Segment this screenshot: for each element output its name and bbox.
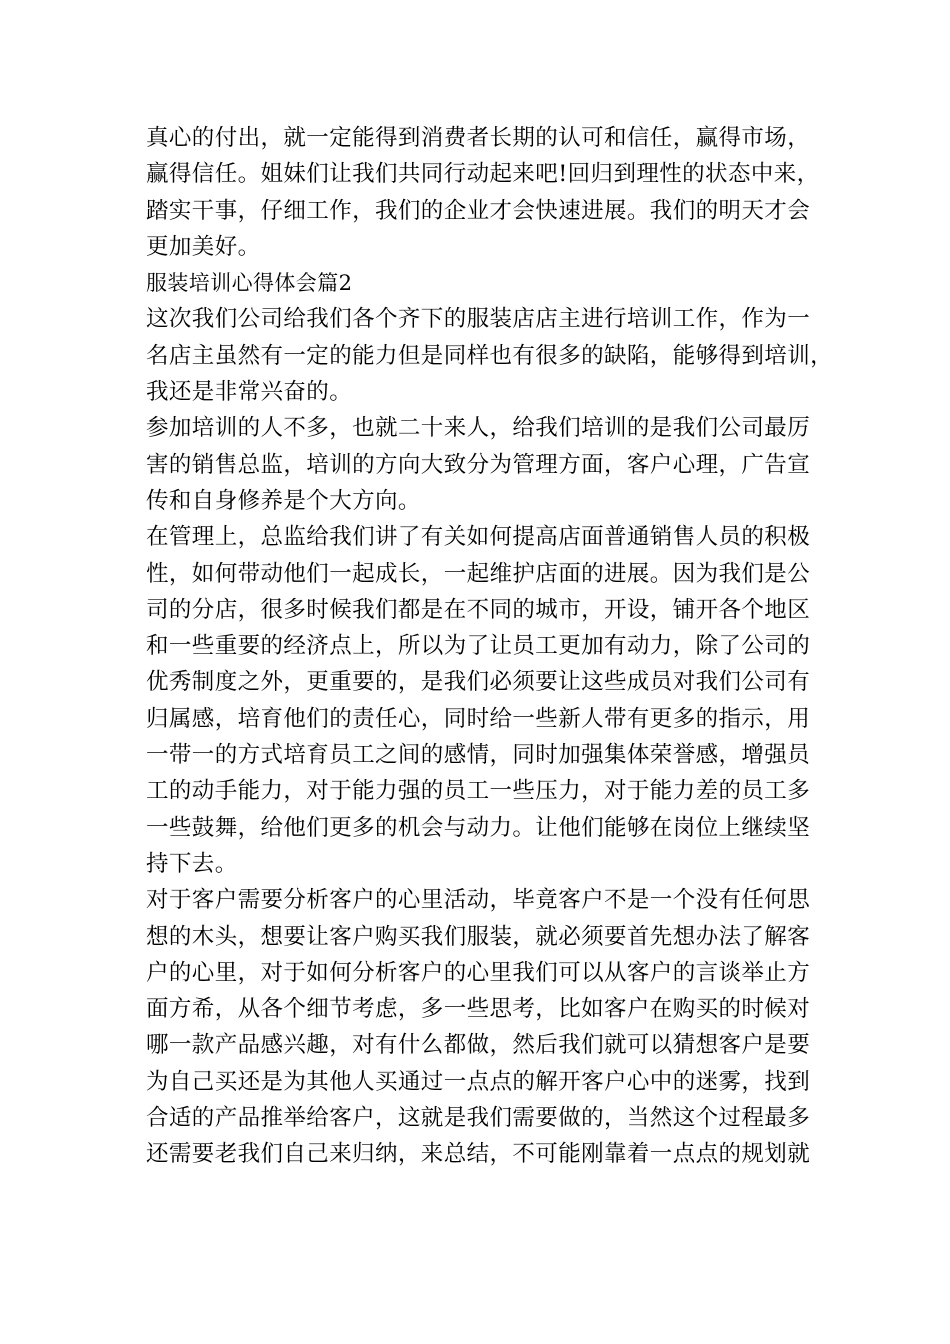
text-line: 还需要老我们自己来归纳，来总结，不可能刚靠着一点点的规划就 — [146, 1141, 811, 1168]
text-line: 想的木头，想要让客户购买我们服装，就必须要首先想办法了解客 — [146, 923, 811, 950]
text-line: 踏实干事，仔细工作，我们的企业才会快速进展。我们的明天才会 — [146, 197, 811, 224]
text-line: 面方希，从各个细节考虑，多一些思考，比如客户在购买的时候对 — [146, 996, 811, 1023]
text-line: 哪一款产品感兴趣，对有什么都做，然后我们就可以猜想客户是要 — [146, 1032, 811, 1059]
text-line: 这次我们公司给我们各个齐下的服装店店主进行培训工作，作为一 — [146, 306, 811, 333]
text-line: 归属感，培育他们的责任心，同时给一些新人带有更多的指示，用 — [146, 705, 811, 732]
text-line: 传和自身修养是个大方向。 — [146, 487, 421, 514]
text-line: 为自己买还是为其他人买通过一点点的解开客户心中的迷雾，找到 — [146, 1068, 811, 1095]
text-line: 户的心里，对于如何分析客户的心里我们可以从客户的言谈举止方 — [146, 959, 811, 986]
text-line: 我还是非常兴奋的。 — [146, 379, 353, 406]
text-line: 工的动手能力，对于能力强的员工一些压力，对于能力差的员工多 — [146, 778, 811, 805]
text-line: 优秀制度之外，更重要的，是我们必须要让这些成员对我们公司有 — [146, 669, 811, 696]
text-line: 赢得信任。姐妹们让我们共同行动起来吧!回归到理性的状态中来， — [146, 161, 820, 188]
text-line: 参加培训的人不多，也就二十来人，给我们培训的是我们公司最厉 — [146, 415, 811, 442]
text-line: 一带一的方式培育员工之间的感情，同时加强集体荣誉感，增强员 — [146, 742, 811, 769]
text-line: 对于客户需要分析客户的心里活动，毕竟客户不是一个没有任何思 — [146, 887, 811, 914]
text-line: 合适的产品推举给客户，这就是我们需要做的，当然这个过程最多 — [146, 1105, 811, 1132]
document-page — [146, 120, 834, 1173]
text-line: 性，如何带动他们一起成长，一起维护店面的进展。因为我们是公 — [146, 560, 811, 587]
text-line: 司的分店，很多时候我们都是在不同的城市，开设，铺开各个地区 — [146, 596, 811, 623]
text-line: 一些鼓舞，给他们更多的机会与动力。让他们能够在岗位上继续坚 — [146, 814, 811, 841]
text-line: 真心的付出，就一定能得到消费者长期的认可和信任，赢得市场， — [146, 125, 811, 151]
text-line: 名店主虽然有一定的能力但是同样也有很多的缺陷，能够得到培训， — [146, 342, 834, 369]
text-line: 害的销售总监，培训的方向大致分为管理方面，客户心理，广告宣 — [146, 451, 811, 478]
text-line: 更加美好。 — [146, 233, 261, 260]
text-line: 在管理上，总监给我们讲了有关如何提高店面普通销售人员的积极 — [146, 524, 811, 551]
section-heading: 服装培训心得体会篇2 — [146, 271, 353, 296]
text-line: 和一些重要的经济点上，所以为了让员工更加有动力，除了公司的 — [146, 633, 811, 660]
text-line: 持下去。 — [146, 850, 238, 877]
